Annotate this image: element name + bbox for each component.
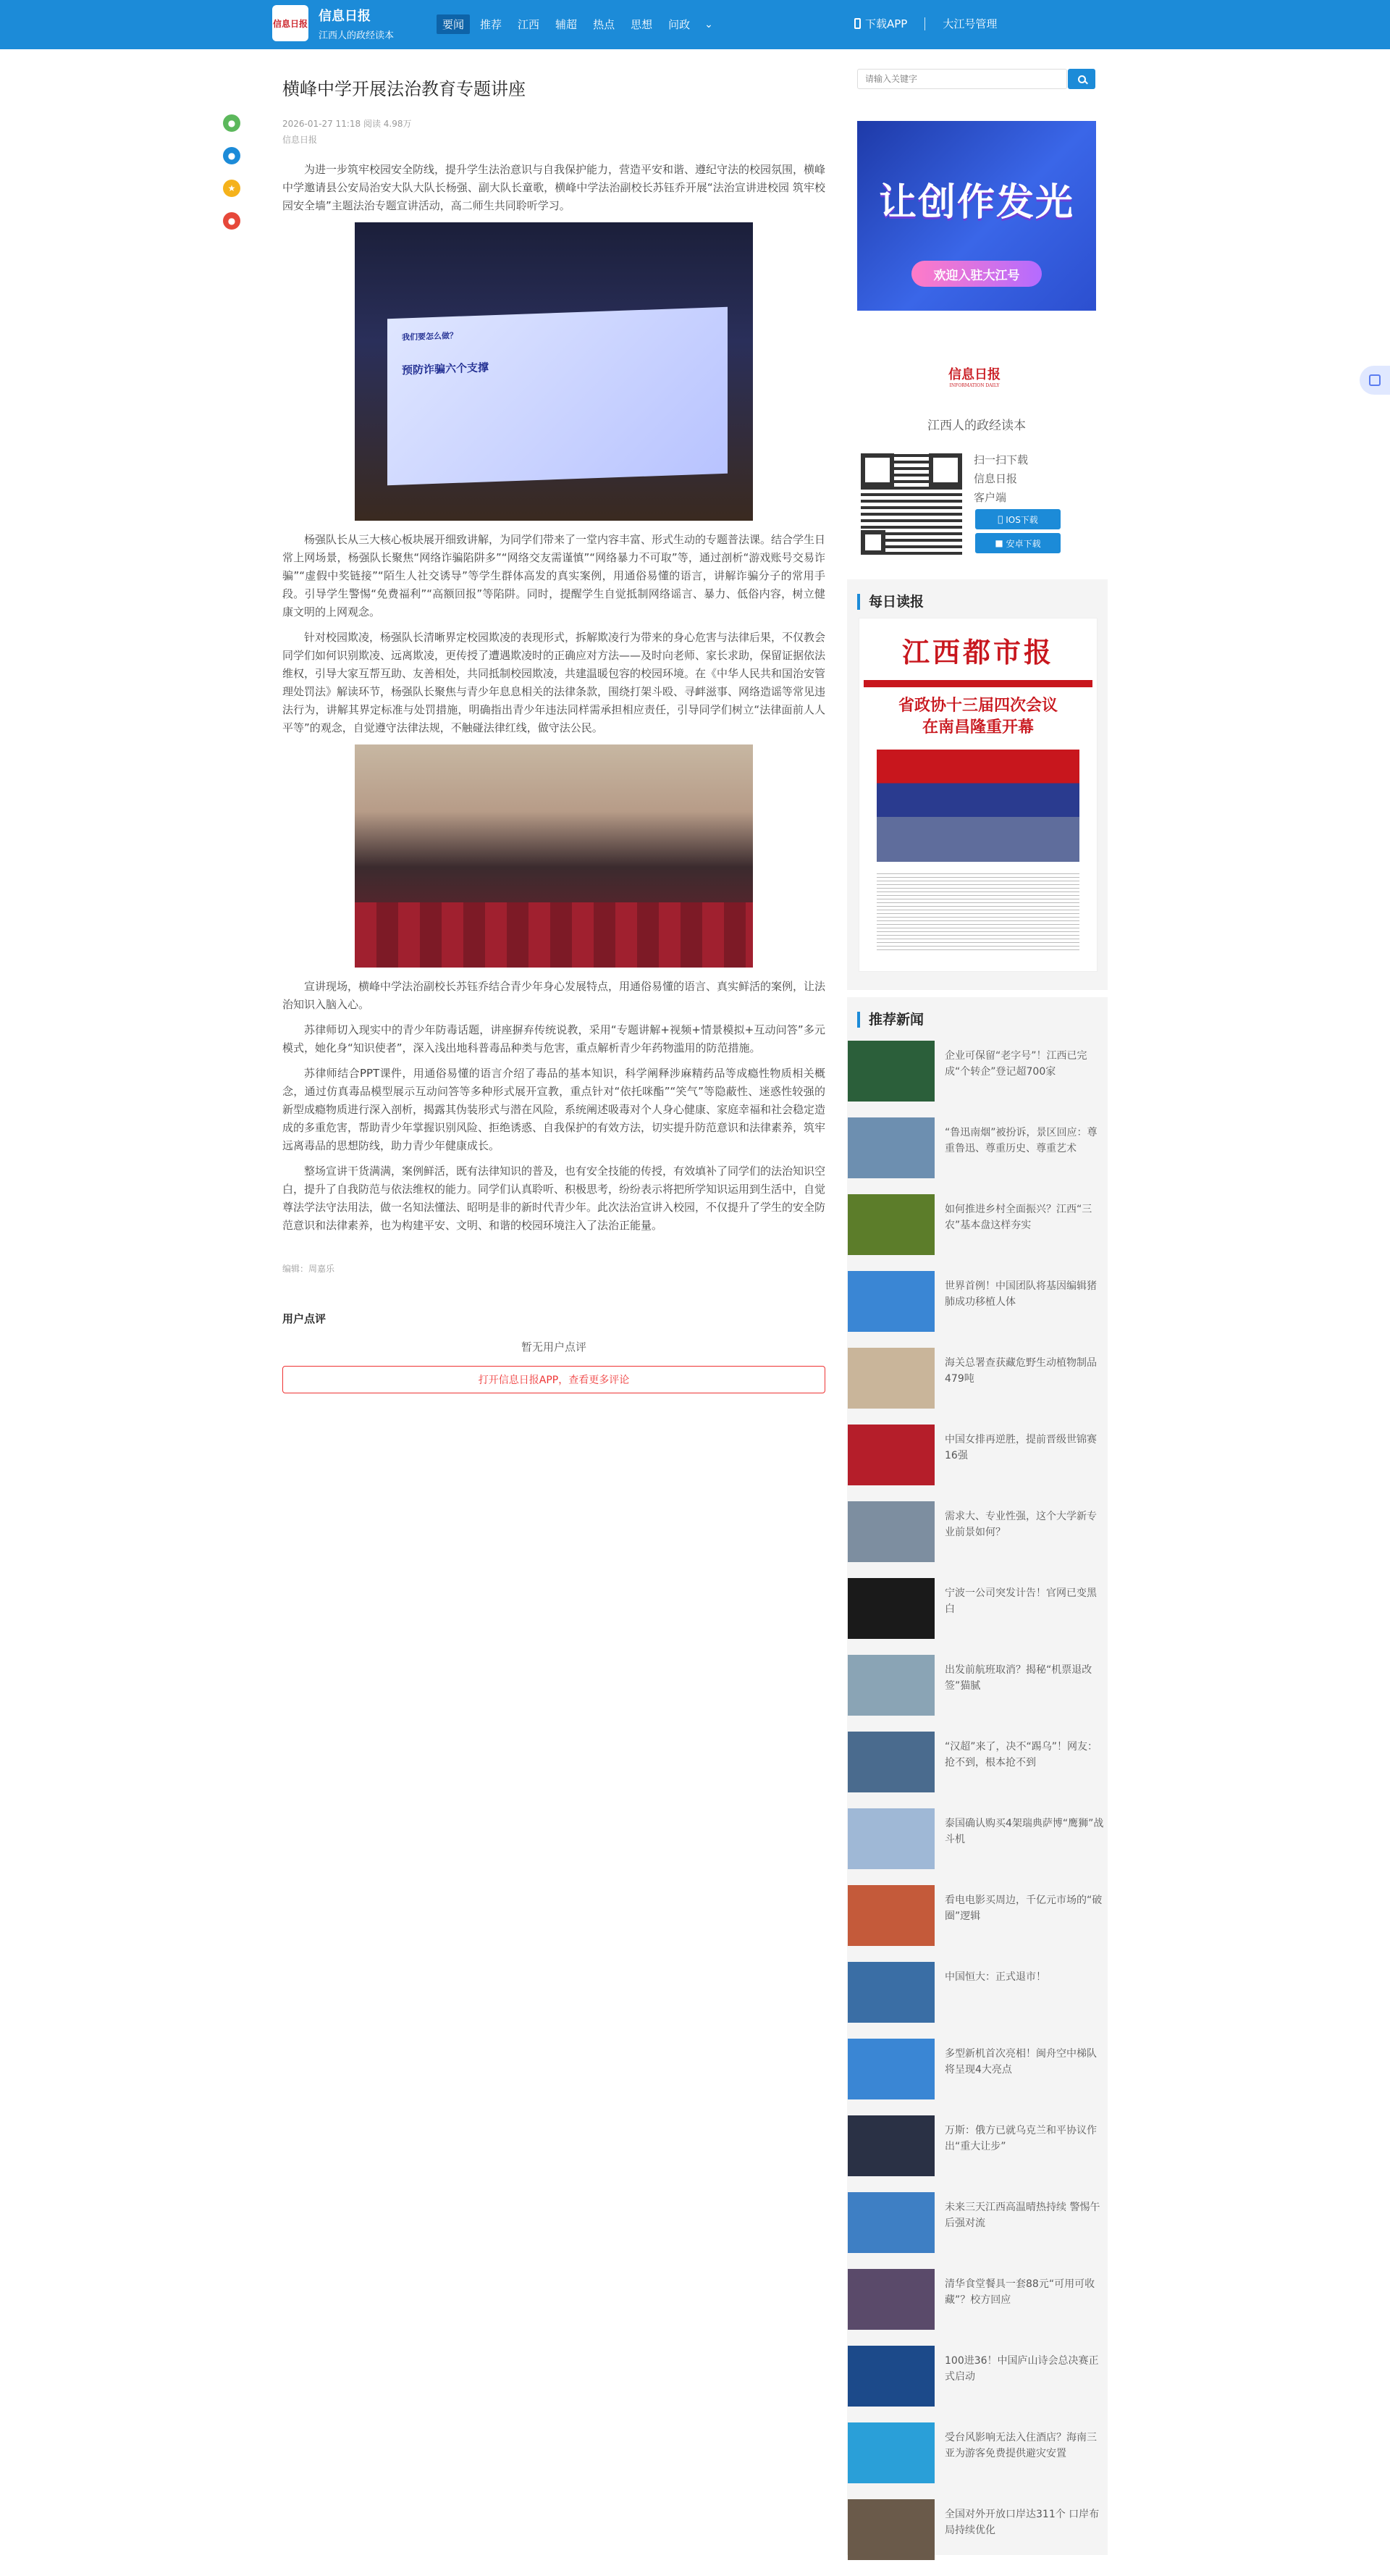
news-list [847,1041,1108,2576]
wechat-icon[interactable]: ● [223,114,240,132]
chevron-down-icon[interactable]: ⌄ [704,18,713,30]
news-item[interactable] [847,2499,1108,2576]
main-nav [437,14,713,34]
nav-item-redian[interactable]: 热点 [593,18,615,31]
news-title[interactable]: 多型新机首次亮相！闽舟空中梯队将呈现4大亮点 [945,2048,1097,2076]
news-thumbnail[interactable] [848,2039,935,2099]
paragraph: 为进一步筑牢校园安全防线，提升学生法治意识与自我保护能力，营造平安和谐、遵纪守法的校园氛围，横峰中学邀请县公安局治安大队大队长杨强、副大队长童歌，横峰中学法治副校长苏钰乔开展“法治宣讲进校园 筑牢校园安全墙”主题法治专题宣讲活动，高二师生共同聆听学习。 [282,163,826,212]
news-title[interactable]: 海关总署查获藏危野生动植物制品479吨 [945,1357,1097,1385]
news-item[interactable] [847,2192,1108,2269]
scan-text [974,450,1028,507]
news-thumbnail[interactable] [848,1348,935,1409]
phone-icon [854,18,861,29]
daily-heading: 每日读报 [857,594,1098,610]
news-title[interactable]: 看电电影买周边，千亿元市场的“破圈”逻辑 [945,1895,1103,1922]
brand-text [319,6,394,41]
news-item[interactable] [847,1348,1108,1425]
slide-screen [387,307,728,485]
site-logo[interactable]: 信息日报 [272,5,308,41]
paragraph: 针对校园欺凌，杨强队长清晰界定校园欺凌的表现形式，拆解欺凌行为带来的身心危害与法律后果，不仅教会同学们如何识别欺凌、远离欺凌，更传授了遭遇欺凌时的正确应对方法——及时向老师、家长求助，保留证据依法维权，引导大家互帮互助、友善相处，共同抵制校园欺凌，共建温暖包容的校园环境。在《中华人民共和国治安管理处罚法》解读环节，杨强队长聚焦与青少年息息相关的法律条款，围绕打架斗殴、寻衅滋事、网络造谣等常见违法行为，讲解其界定标准与处罚措施，明确指出青少年违法同样需承担相应责任，引导同学们树立“法律面前人人平等”的观念，自觉遵守法律法规，不触碰法律红线，做守法公民。 [282,631,826,734]
news-title[interactable]: 中国恒大：正式退市！ [945,1971,1046,1983]
editor-credit: 编辑：周嘉乐 [282,1264,335,1274]
news-item[interactable] [847,1501,1108,1578]
scan-line: 信息日报 [974,472,1018,485]
android-download-button[interactable]: ■ 安卓下载 [975,533,1061,553]
news-thumbnail[interactable] [848,2499,935,2560]
search-input[interactable] [857,69,1067,89]
news-thumbnail[interactable] [848,1962,935,2023]
search-button[interactable] [1068,69,1095,89]
ad-title: 让创作发光 [879,181,1075,225]
news-title[interactable]: 需求大、专业性强，这个大学新专业前景如何？ [945,1511,1097,1538]
ios-label: IOS下载 [1003,514,1036,525]
news-item[interactable] [847,1425,1108,1501]
publish-date: 2026-01-27 11:18 [282,119,361,129]
news-thumbnail[interactable] [848,1194,935,1255]
paragraph: 杨强队长从三大核心板块展开细致讲解，为同学们带来了一堂内容丰富、形式生动的专题普法课。结合学生日常上网场景，杨强队长聚焦“网络诈骗陷阱多”“网络交友需谨慎”“网络暴力不可取”等，通过剖析“游戏账号交易诈骗”“虚假中奖链接”“陌生人社交诱导”等学生群体高发的真实案例，用通俗易懂的语言，讲解诈骗分子的常用手段。引导学生警惕“免费福利”“高额回报”等陷阱。同时，提醒学生自觉抵制网络谣言、暴力、低俗内容，树立健康文明的上网观念。 [282,533,826,618]
slide-text: 预防诈骗六个支撑 [402,361,489,377]
feedback-icon [1369,374,1381,386]
news-item[interactable] [847,1194,1108,1271]
paper-logo-text: 信息日报 [948,367,1001,382]
news-title[interactable]: “汉超”来了，决不“踢乌”！网友：抢不到，根本抢不到 [945,1741,1098,1769]
download-app-link[interactable]: 下载APP [865,17,908,30]
news-item[interactable] [847,1885,1108,1962]
nav-item-fuchao[interactable]: 辅超 [555,18,578,31]
weibo-icon[interactable]: ● [223,212,240,230]
share-bar [223,114,240,245]
recommended-heading: 推荐新闻 [857,1012,1098,1028]
article-source: 信息日报 [282,135,318,145]
nav-item-jiangxi[interactable]: 江西 [518,18,540,31]
article-meta [282,116,825,148]
article [282,75,825,1393]
ios-download-button[interactable]: IOS下载 [975,509,1061,529]
newspaper-photo [877,750,1079,862]
brand[interactable] [272,5,394,41]
seats [355,902,753,968]
news-thumbnail[interactable] [848,2346,935,2407]
news-thumbnail[interactable] [848,1271,935,1332]
view-count: 阅读 4.98万 [363,119,412,129]
news-item[interactable] [847,1732,1108,1808]
nav-item-sixiang[interactable]: 思想 [631,18,653,31]
comments-heading: 用户点评 [282,1312,327,1325]
news-thumbnail[interactable] [848,2269,935,2330]
news-title[interactable]: 如何推进乡村全面振兴？江西“三农”基本盘这样夯实 [945,1204,1092,1231]
paragraph: 苏律师结合PPT课件，用通俗易懂的语言介绍了毒品的基本知识，科学阐释涉麻精药品等成瘾性物质相关概念，通过仿真毒品模型展示互动问答等多种形式展开宣教，重点针对“依托咪酯”“笑气”等隐蔽性、迷惑性较强的新型成瘾物质进行深入剖析，揭露其伪装形式与潜在风险，系统阐述吸毒对个人身心健康、家庭幸福和社会稳定造成的多重危害，帮助青少年掌握识别风险、拒绝诱惑、自我保护的有效方法，切实提升防范意识和法律素养，筑牢远离毒品的思想防线，助力青少年健康成长。 [282,1067,826,1152]
news-item[interactable] [847,1271,1108,1348]
news-item[interactable] [847,1808,1108,1885]
news-title[interactable]: 受台风影响无法入住酒店？海南三亚为游客免费提供避灾安置 [945,2432,1097,2459]
news-thumbnail[interactable] [848,2192,935,2253]
newspaper-band [864,680,1092,687]
news-item[interactable] [847,2422,1108,2499]
news-title[interactable]: 中国女排再逆胜，提前晋级世锦赛16强 [945,1434,1097,1461]
news-item[interactable] [847,2115,1108,2192]
news-thumbnail[interactable] [848,1732,935,1792]
news-thumbnail[interactable] [848,2422,935,2483]
news-thumbnail[interactable] [848,1578,935,1639]
qr-code [861,453,962,555]
search-icon [1078,75,1086,83]
news-item[interactable] [847,1041,1108,1117]
news-title[interactable]: “鲁迅南烟”被扮诉，景区回应：尊重鲁迅、尊重历史、尊重艺术 [945,1127,1098,1154]
nav-item-tuijian[interactable]: 推荐 [480,18,502,31]
top-navbar [0,0,1390,49]
news-item[interactable] [847,1655,1108,1732]
news-item[interactable] [847,1117,1108,1194]
open-app-button[interactable]: 打开信息日报APP，查看更多评论 [282,1366,825,1393]
news-thumbnail[interactable] [848,1425,935,1485]
news-item[interactable] [847,1578,1108,1655]
news-thumbnail[interactable] [848,2115,935,2176]
top-right-links [854,16,997,31]
news-thumbnail[interactable] [848,1885,935,1946]
news-thumbnail[interactable] [848,1117,935,1178]
news-title[interactable]: 万斯：俄方已就乌克兰和平协议作出“重大让步” [945,2125,1097,2152]
lecture-photo [355,222,753,521]
news-thumbnail[interactable] [848,1041,935,1102]
article-body [282,161,825,1235]
news-thumbnail[interactable] [848,1808,935,1869]
brand-name: 信息日报 [319,8,371,24]
news-title[interactable]: 出发前航班取消？揭秘“机票退改签”猫腻 [945,1664,1092,1692]
no-comments-text: 暂无用户点评 [521,1341,586,1354]
news-title[interactable]: 企业可保留“老字号”！江西已完成“个转企”登记超700家 [945,1050,1087,1078]
divider [924,17,925,30]
newspaper-columns [877,870,1079,950]
scan-line: 扫一扫下载 [974,453,1029,466]
recommended-panel [847,997,1108,2555]
qzone-icon[interactable]: ★ [223,180,240,197]
news-title[interactable]: 世界首例！中国团队将基因编辑猪肺成功移植人体 [945,1280,1097,1308]
paragraph: 苏律师切入现实中的青少年防毒话题，讲座摒弃传统说教，采用“专题讲解+视频+情景模拟+互动问答”多元模式，她化身“知识使者”，深入浅出地科普毒品种类与危害，重点解析青少年药物滥用的防范措施。 [282,1023,825,1054]
news-title[interactable]: 100进36！中国庐山诗会总决赛正式启动 [945,2355,1099,2383]
paragraph: 整场宣讲干货满满，案例鲜活，既有法律知识的普及，也有安全技能的传授，有效填补了同学们的法治知识空白，提升了自我防范与依法维权的能力。同学们认真聆听、积极思考，纷纷表示将把所学知识运用到生活中，自觉尊法学法守法用法，做一名知法懂法、昭明是非的新时代青少年。此次法治宣讲入校园，不仅提升了学生的安全防范意识和法律素养，也为构建平安、文明、和谐的校园环境注入了法治正能量。 [282,1165,826,1232]
scan-line: 客户端 [974,491,1007,504]
feedback-float-button[interactable] [1360,366,1390,395]
paper-logo [948,364,1001,388]
news-title[interactable]: 未来三天江西高温晴热持续 警惕午后强对流 [945,2202,1100,2229]
news-item[interactable] [847,2039,1108,2115]
ad-subtitle: 欢迎入驻大江号 [911,261,1042,287]
news-title[interactable]: 清华食堂餐具一套88元“可用可收藏”？校方回应 [945,2278,1095,2306]
ad-banner[interactable] [857,121,1096,311]
newspaper-cover[interactable] [859,618,1097,971]
nav-item-wenzheng[interactable]: 问政 [668,18,691,31]
slide-title: 我们要怎么做？ [402,330,458,343]
news-item[interactable] [847,1962,1108,2039]
brand-slogan: 江西人的政经读本 [319,30,395,41]
audience-photo [355,744,753,968]
news-thumbnail[interactable] [848,1501,935,1562]
news-title[interactable]: 全国对外开放口岸达311个 口岸布局持续优化 [945,2509,1100,2536]
account-link[interactable]: 大江号管理 [943,17,998,30]
article-title: 横峰中学开展法治教育专题讲座 [282,79,526,99]
nav-item-yaowen[interactable]: 要闻 [437,14,470,34]
news-item[interactable] [847,2346,1108,2422]
newspaper-headline: 省政协十三届四次会议 在南昌隆重开幕 [898,696,1058,737]
news-thumbnail[interactable] [848,1655,935,1716]
paragraph: 宣讲现场，横峰中学法治副校长苏钰乔结合青少年身心发展特点，用通俗易懂的语言、真实鲜活的案例，让法治知识入脑入心。 [282,980,826,1011]
sidebar-slogan: 江西人的政经读本 [927,419,1026,433]
news-item[interactable] [847,2269,1108,2346]
daily-newspaper-panel [847,579,1108,990]
news-title[interactable]: 宁波一公司突发计告！官网已变黑白 [945,1587,1097,1615]
android-label: 安卓下载 [1006,538,1041,549]
news-title[interactable]: 泰国确认购买4架瑞典萨博“鹰狮”战斗机 [945,1818,1104,1845]
newspaper-name: 江西都市报 [901,636,1054,668]
qr-corner [861,530,885,555]
paper-logo-en: INFORMATION DAILY [949,383,1000,388]
qq-icon[interactable]: ● [223,147,240,164]
